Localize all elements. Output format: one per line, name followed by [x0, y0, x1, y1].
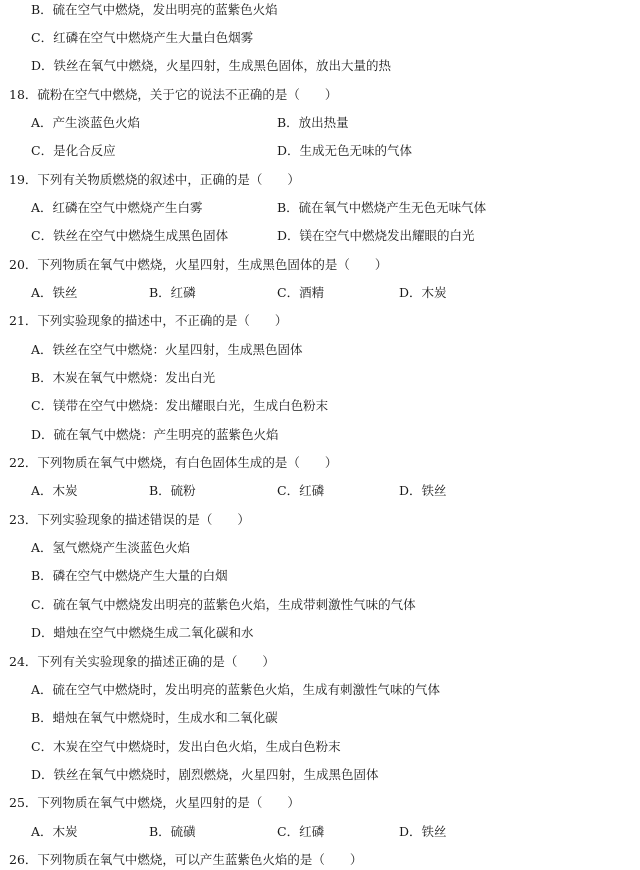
answer-option: C．镁带在空气中燃烧：发出耀眼白光，生成白色粉末 [31, 398, 329, 413]
answer-option: B．硫磺 [149, 824, 196, 839]
question-stem: 22．下列物质在氧气中燃烧，有白色固体生成的是（ ） [9, 455, 338, 470]
answer-option: C．木炭在空气中燃烧时，发出白色火焰，生成白色粉末 [31, 739, 341, 754]
answer-option: A．铁丝 [31, 285, 78, 300]
answer-option: B．硫在氧气中燃烧产生无色无味气体 [277, 200, 487, 215]
answer-option: A．木炭 [31, 824, 78, 839]
question-stem: 19．下列有关物质燃烧的叙述中，正确的是（ ） [9, 172, 300, 187]
answer-option: A．氢气燃烧产生淡蓝色火焰 [31, 540, 191, 555]
answer-option-row [31, 481, 631, 501]
answer-option: D．蜡烛在空气中燃烧生成二氧化碳和水 [31, 625, 254, 640]
answer-option: A．铁丝在空气中燃烧：火星四射，生成黑色固体 [31, 342, 303, 357]
answer-option: B．磷在空气中燃烧产生大量的白烟 [31, 568, 228, 583]
answer-option: D．镁在空气中燃烧发出耀眼的白光 [277, 228, 475, 243]
answer-option: D．木炭 [399, 285, 447, 300]
answer-option: D．硫在氧气中燃烧：产生明亮的蓝紫色火焰 [31, 427, 279, 442]
answer-option-row [31, 141, 631, 161]
question-stem: 23．下列实验现象的描述错误的是（ ） [9, 512, 250, 527]
answer-option-row [31, 198, 631, 218]
answer-option: A．产生淡蓝色火焰 [31, 115, 141, 130]
answer-option: D．铁丝 [399, 483, 447, 498]
answer-option: B．蜡烛在氧气中燃烧时，生成水和二氧化碳 [31, 710, 278, 725]
answer-option: C．铁丝在空气中燃烧生成黑色固体 [31, 228, 229, 243]
question-stem: 21．下列实验现象的描述中，不正确的是（ ） [9, 313, 288, 328]
answer-option: B．木炭在氧气中燃烧：发出白光 [31, 370, 216, 385]
answer-option: D．铁丝 [399, 824, 447, 839]
answer-option: B．红磷 [149, 285, 196, 300]
answer-option: C．红磷 [277, 483, 325, 498]
answer-option: A．红磷在空气中燃烧产生白雾 [31, 200, 203, 215]
question-stem: 24．下列有关实验现象的描述正确的是（ ） [9, 654, 275, 669]
question-stem: 25．下列物质在氧气中燃烧，火星四射的是（ ） [9, 795, 300, 810]
question-stem: 26．下列物质在氧气中燃烧，可以产生蓝紫色火焰的是（ ） [9, 852, 363, 867]
answer-option: D．生成无色无味的气体 [277, 143, 413, 158]
answer-option: D．铁丝在氧气中燃烧时，剧烈燃烧，火星四射，生成黑色固体 [31, 767, 379, 782]
answer-option: A．硫在空气中燃烧时，发出明亮的蓝紫色火焰，生成有刺激性气味的气体 [31, 682, 441, 697]
question-stem: 20．下列物质在氧气中燃烧，火星四射，生成黑色固体的是（ ） [9, 257, 388, 272]
answer-option-row [31, 283, 631, 303]
answer-option: B．放出热量 [277, 115, 349, 130]
answer-option-row [31, 226, 631, 246]
answer-option: B．硫在空气中燃烧，发出明亮的蓝紫色火焰 [31, 2, 278, 17]
answer-option-row [31, 822, 631, 842]
answer-option: C．红磷在空气中燃烧产生大量白色烟雾 [31, 30, 254, 45]
answer-option: C．红磷 [277, 824, 325, 839]
answer-option: C．硫在氧气中燃烧发出明亮的蓝紫色火焰，生成带刺激性气味的气体 [31, 597, 416, 612]
answer-option: C．酒精 [277, 285, 325, 300]
answer-option: B．硫粉 [149, 483, 196, 498]
answer-option: D．铁丝在氧气中燃烧，火星四射，生成黑色固体，放出大量的热 [31, 58, 392, 73]
answer-option: A．木炭 [31, 483, 78, 498]
question-stem: 18．硫粉在空气中燃烧，关于它的说法不正确的是（ ） [9, 87, 338, 102]
answer-option-row [31, 113, 631, 133]
answer-option: C．是化合反应 [31, 143, 116, 158]
